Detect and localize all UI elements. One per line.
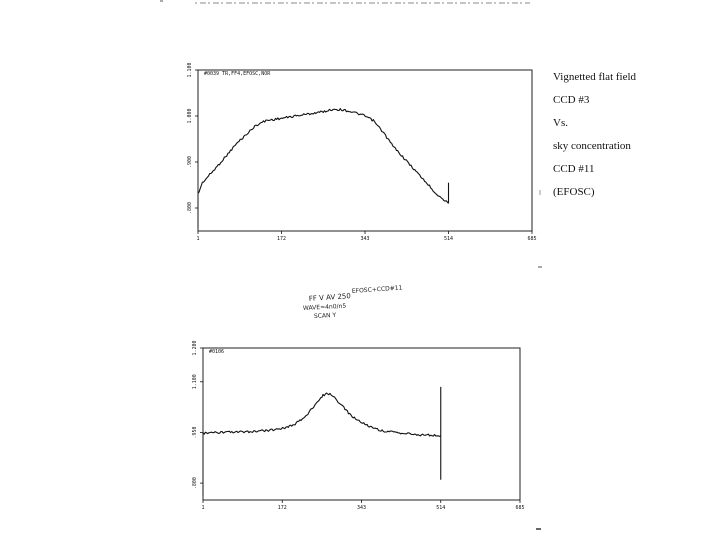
handwritten-line-1b: EFOSC+CCD#11 xyxy=(351,284,403,295)
x-tick-label: 343 xyxy=(356,505,367,511)
caption-line-6: (EFOSC) xyxy=(553,186,595,198)
x-tick-label: 514 xyxy=(436,505,446,511)
caption-line-4: sky concentration xyxy=(553,140,631,152)
y-tick-label: .950 xyxy=(192,426,198,439)
x-tick-label: 172 xyxy=(276,236,287,242)
plot-area xyxy=(187,62,537,242)
y-tick-label: .900 xyxy=(187,155,193,169)
handwritten-line-2: WAVE=4n0/n5 xyxy=(302,302,347,312)
plot-frame xyxy=(198,70,532,231)
x-tick-label: 172 xyxy=(277,505,287,511)
series-line xyxy=(203,393,441,436)
x-tick-label: 343 xyxy=(360,236,370,242)
plot-area xyxy=(192,340,525,511)
caption-line-5: CCD #11 xyxy=(553,163,595,175)
x-tick-label: 685 xyxy=(515,505,525,511)
y-tick-label: 1.200 xyxy=(192,340,198,356)
caption-line-1: Vignetted flat field xyxy=(553,71,637,83)
x-tick-label: 1 xyxy=(196,236,200,242)
plot-frame xyxy=(203,348,520,500)
chart-title: #0039 TR,FF4,EFOSC,NOR xyxy=(204,71,271,77)
y-tick-label: .800 xyxy=(192,477,198,490)
caption-line-3: Vs. xyxy=(553,117,568,129)
x-tick-label: 514 xyxy=(443,236,454,242)
chart-title: #0106 xyxy=(209,349,225,355)
series-line xyxy=(198,109,449,204)
handwritten-line-3: SCAN Y xyxy=(313,311,337,320)
y-tick-label: .800 xyxy=(187,201,193,215)
x-tick-label: 685 xyxy=(527,236,537,242)
handwritten-line-1: FF V AV 250 xyxy=(308,292,352,303)
x-tick-label: 1 xyxy=(201,505,205,511)
caption-line-2: CCD #3 xyxy=(553,94,590,106)
y-tick-label: 1.100 xyxy=(187,62,193,78)
y-tick-label: 1.000 xyxy=(187,108,193,124)
sky-concentration-chart xyxy=(0,270,720,540)
y-tick-label: 1.100 xyxy=(192,374,198,390)
